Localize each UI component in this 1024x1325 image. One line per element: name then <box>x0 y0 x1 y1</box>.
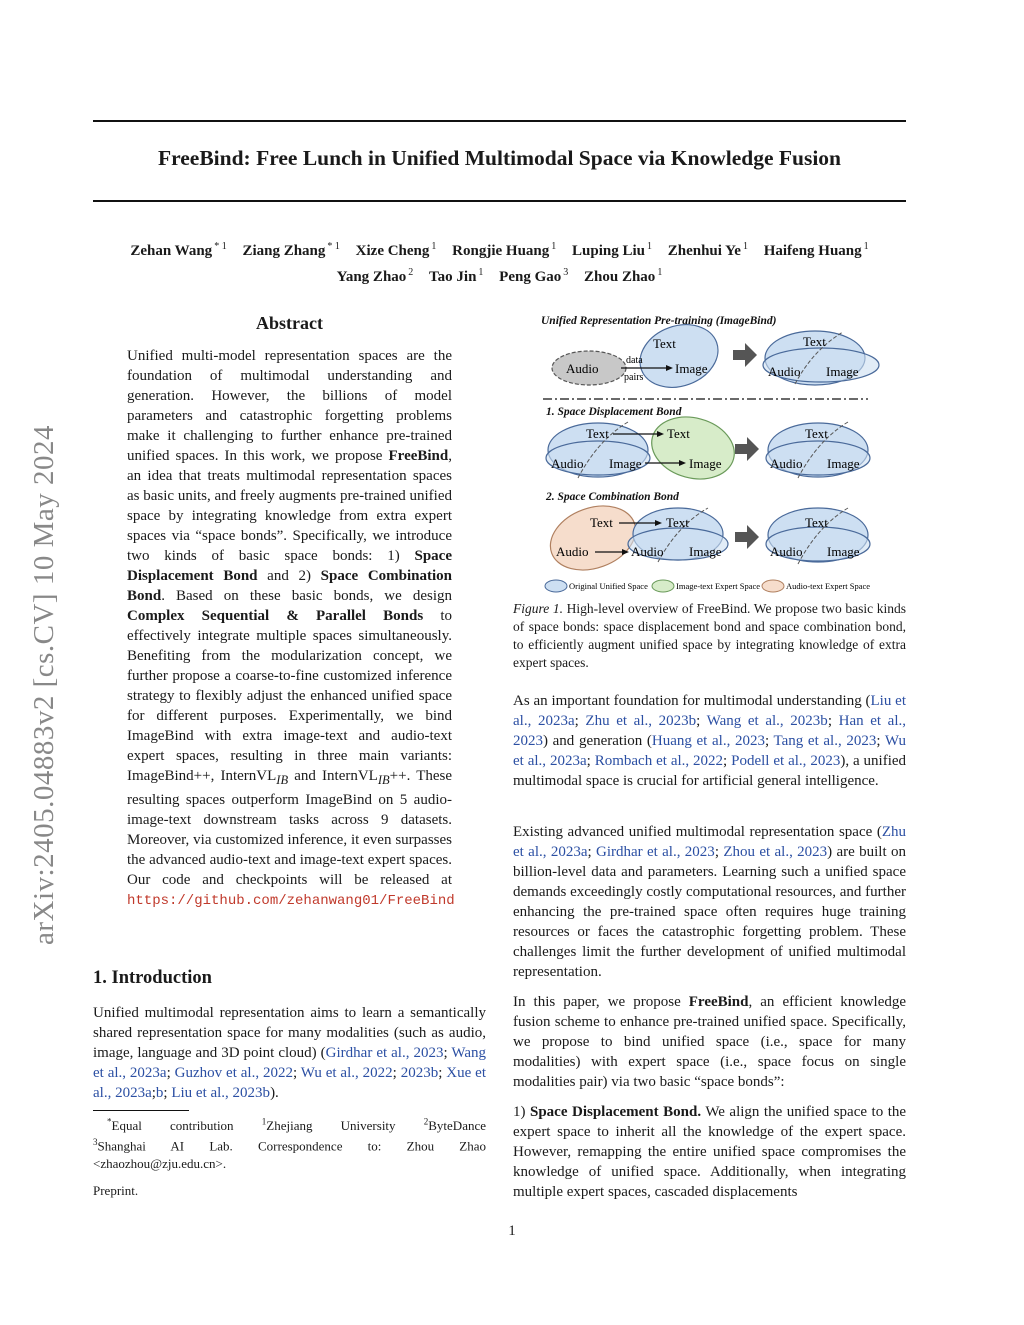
citation-link[interactable]: b <box>155 1085 164 1101</box>
text-label: Text <box>805 515 828 530</box>
text-label: Text <box>805 426 828 441</box>
audio-text-expert-ellipse <box>541 495 644 581</box>
text-label: Text <box>667 426 690 441</box>
citation-link[interactable]: Zhu et al., 2023b <box>585 713 697 729</box>
intro-paragraph-right-3: In this paper, we propose FreeBind, an efficient knowledge fusion scheme to enhance pre-trained unified space. Specifically, we propose to bind unified space (i.e., space for many modalities) with expert space (i.e., space focus on single modalities pair) via two basic “space bonds”: <box>513 994 907 1090</box>
author-name: Rongjie Huang $^1$ <box>452 241 557 259</box>
intro-paragraph-right-2: Existing advanced unified multimodal representation space (Zhu et al., 2023a; Girdhar et al., 2023; Zhou et al., 2023) are built on billion-level data and parameters. Learning such a unified space demands exceedingly costly computational resources, and further enhancing the pre-trained space often requires huge training resources or faces the catastrophic forgetting problem. These challenges limit the further development of unified multimodal representation. <box>513 824 906 980</box>
audio-label: Audio <box>631 544 664 559</box>
citation-link[interactable]: Wu et al., 2023a <box>513 733 906 769</box>
title-top-rule <box>93 120 906 122</box>
text-label: Text <box>586 426 609 441</box>
arrow-icon <box>733 343 757 367</box>
author-name: Xize Cheng $^1$ <box>355 241 437 259</box>
citation-link[interactable]: Wu et al., 2022 <box>300 1065 393 1081</box>
legend-label-image-text: Image-text Expert Space <box>676 581 761 591</box>
citation-link[interactable]: Xue et al., 2023a <box>93 1065 486 1101</box>
arxiv-identifier[interactable]: arXiv:2405.04883v2 [cs.CV] 10 May 2024 <box>28 424 60 945</box>
introduction-heading: 1. Introduction <box>93 968 212 988</box>
legend-swatch-original <box>545 580 567 592</box>
footnote: *Equal contribution $^1$Zhejiang University $^2$ByteDance $^3$Shanghai AI Lab. Correspondence to: Zhou Zhao <zhaozhou@zju.edu.cn>. <box>93 1117 487 1171</box>
citation-link[interactable]: Girdhar et al., 2023 <box>596 844 715 860</box>
image-label: Image <box>689 456 722 471</box>
author-name: Yang Zhao $^2$ <box>336 267 414 285</box>
citation-link[interactable]: Tang et al., 2023 <box>773 733 877 749</box>
citation-link[interactable]: Huang et al., 2023 <box>651 733 765 749</box>
figure-1 <box>513 310 906 598</box>
figure-section-1: 1. Space Displacement Bond <box>546 406 682 418</box>
author-name: Zehan Wang $^{* 1}$ <box>130 241 227 259</box>
citation-link[interactable]: Wang et al., 2023b <box>706 713 828 729</box>
text-label: Text <box>653 336 676 351</box>
citation-link[interactable]: Guzhov et al., 2022 <box>174 1065 293 1081</box>
image-text-expert-ellipse <box>645 408 742 488</box>
legend-swatch-image-text <box>652 580 674 592</box>
citation-link[interactable]: Liu et al., 2023a <box>513 693 906 729</box>
author-name: Peng Gao $^3$ <box>499 267 569 285</box>
image-label: Image <box>827 544 860 559</box>
introduction-paragraph: Unified multimodal representation aims to learn a semantically shared representation space for many modalities (such as audio, image, language and 3D point cloud) (Girdhar et al., 2023; Wang et al., 2023a; Guzhov et al., 2022; Wu et al., 2022; 2023b; Xue et al., 2023a;b; Liu et al., 2023b). <box>93 1005 486 1101</box>
page-number: 1 <box>508 1223 516 1239</box>
image-label: Image <box>826 364 859 379</box>
legend-label-original: Original Unified Space <box>569 581 648 591</box>
author-name: Ziang Zhang $^{* 1}$ <box>242 241 340 259</box>
arrow-icon <box>735 525 759 549</box>
citation-link[interactable]: 2023b <box>400 1065 439 1081</box>
citation-link[interactable]: Liu et al., 2023b <box>171 1085 271 1101</box>
pairs-label: pairs <box>624 372 644 383</box>
citation-link[interactable]: Girdhar et al., 2023 <box>325 1045 444 1061</box>
citation-link[interactable]: Rombach et al., 2022 <box>594 753 724 769</box>
preprint-label: Preprint. <box>93 1183 139 1198</box>
footnote-rule <box>93 1110 189 1111</box>
author-name: Haifeng Huang $^1$ <box>763 241 869 259</box>
citation-link[interactable]: Zhu et al., 2023a <box>513 824 906 860</box>
legend-label-audio-text: Audio-text Expert Space <box>786 581 871 591</box>
abstract-body: Unified multi-model representation spaces are the foundation of multimodal understanding and generation. However, the billions of model parameters and catastrophic forgetting problems make it challenging to further enhance pre-trained unified spaces. In this work, we propose FreeBind, an idea that treats multimodal representation spaces as basic units, and freely augments pre-trained unified space by integrating knowledge from extra expert spaces via “space bonds”. Specifically, we introduce two kinds of basic space bonds: 1) Space Displacement Bond and 2) Space Combination Bond. Based on these basic bonds, we design Complex Sequential & Parallel Bonds to effectively integrate multiple spaces simultaneously. Benefiting from the modularization concept, we further propose a coarse-to-fine customized inference strategy to flexibly adjust the enhanced unified space for different purposes. Experimentally, we bind ImageBind with extra image-text and audio-text expert spaces, resulting in three main variants: ImageBind++, InternVL$_{IB}$ and InternVL$_{IB}$++. These resulting spaces outperform ImageBind on 5 audio-image-text downstream tasks across 9 datasets. Moreover, via customized inference, it even surpasses the advanced audio-text and image-text expert spaces. Our code and checkpoints will be released at https://github.com/zehanwang01/FreeBind <box>127 348 455 909</box>
text-label: Text <box>803 334 826 349</box>
figure-caption: Figure 1. High-level overview of FreeBind. We propose two basic kinds of space bonds: space displacement bond and space combination bond, to efficiently augment unified space by integrating knowledge of extra expert spaces. <box>513 601 906 670</box>
text-label: Text <box>666 515 689 530</box>
image-label: Image <box>675 361 708 376</box>
figure-section-2: 2. Space Combination Bond <box>546 491 679 503</box>
author-name: Luping Liu $^1$ <box>572 241 652 259</box>
image-label: Image <box>609 456 642 471</box>
legend-swatch-audio-text <box>762 580 784 592</box>
audio-label: Audio <box>770 456 803 471</box>
image-label: Image <box>827 456 860 471</box>
intro-paragraph-right-4: 1) Space Displacement Bond. We align the unified space to the expert space to inherit all the knowledge of the expert space. However, remapping the entire unified space compromises the knowledge of unified space. Additionally, when integrating multiple expert spaces, cascaded displacements <box>513 1104 907 1200</box>
paper-title: FreeBind: Free Lunch in Unified Multimodal Space via Knowledge Fusion <box>157 146 842 170</box>
audio-label: Audio <box>551 456 584 471</box>
author-list <box>93 236 906 288</box>
data-label: data <box>626 355 643 366</box>
audio-label: Audio <box>770 544 803 559</box>
text-label: Text <box>590 515 613 530</box>
author-name: Zhenhui Ye $^1$ <box>667 241 748 259</box>
audio-label: Audio <box>566 361 599 376</box>
citation-link[interactable]: Han et al., 2023 <box>513 713 907 749</box>
citation-link[interactable]: Zhou et al., 2023 <box>723 844 828 860</box>
intro-paragraph-right-1: As an important foundation for multimodal understanding (Liu et al., 2023a; Zhu et al., 2023b; Wang et al., 2023b; Han et al., 2023) and generation (Huang et al., 2023; Tang et al., 2023; Wu et al., 2023a; Rombach et al., 2022; Podell et al., 2023), a unified multimodal space is crucial for artificial general intelligence. <box>513 693 907 789</box>
audio-label: Audio <box>768 364 801 379</box>
abstract-heading: Abstract <box>256 313 323 333</box>
author-name: Zhou Zhao $^1$ <box>584 267 663 285</box>
audio-label: Audio <box>556 544 589 559</box>
code-link[interactable]: https://github.com/zehanwang01/FreeBind <box>127 893 455 909</box>
author-name: Tao Jin $^1$ <box>429 267 484 285</box>
citation-link[interactable]: Wang et al., 2023a <box>93 1045 486 1081</box>
citation-link[interactable]: Podell et al., 2023 <box>731 753 841 769</box>
figure-title-top: Unified Representation Pre-training (ImageBind) <box>541 315 777 327</box>
title-bottom-rule <box>93 200 906 202</box>
image-label: Image <box>689 544 722 559</box>
arrow-icon <box>735 437 759 461</box>
